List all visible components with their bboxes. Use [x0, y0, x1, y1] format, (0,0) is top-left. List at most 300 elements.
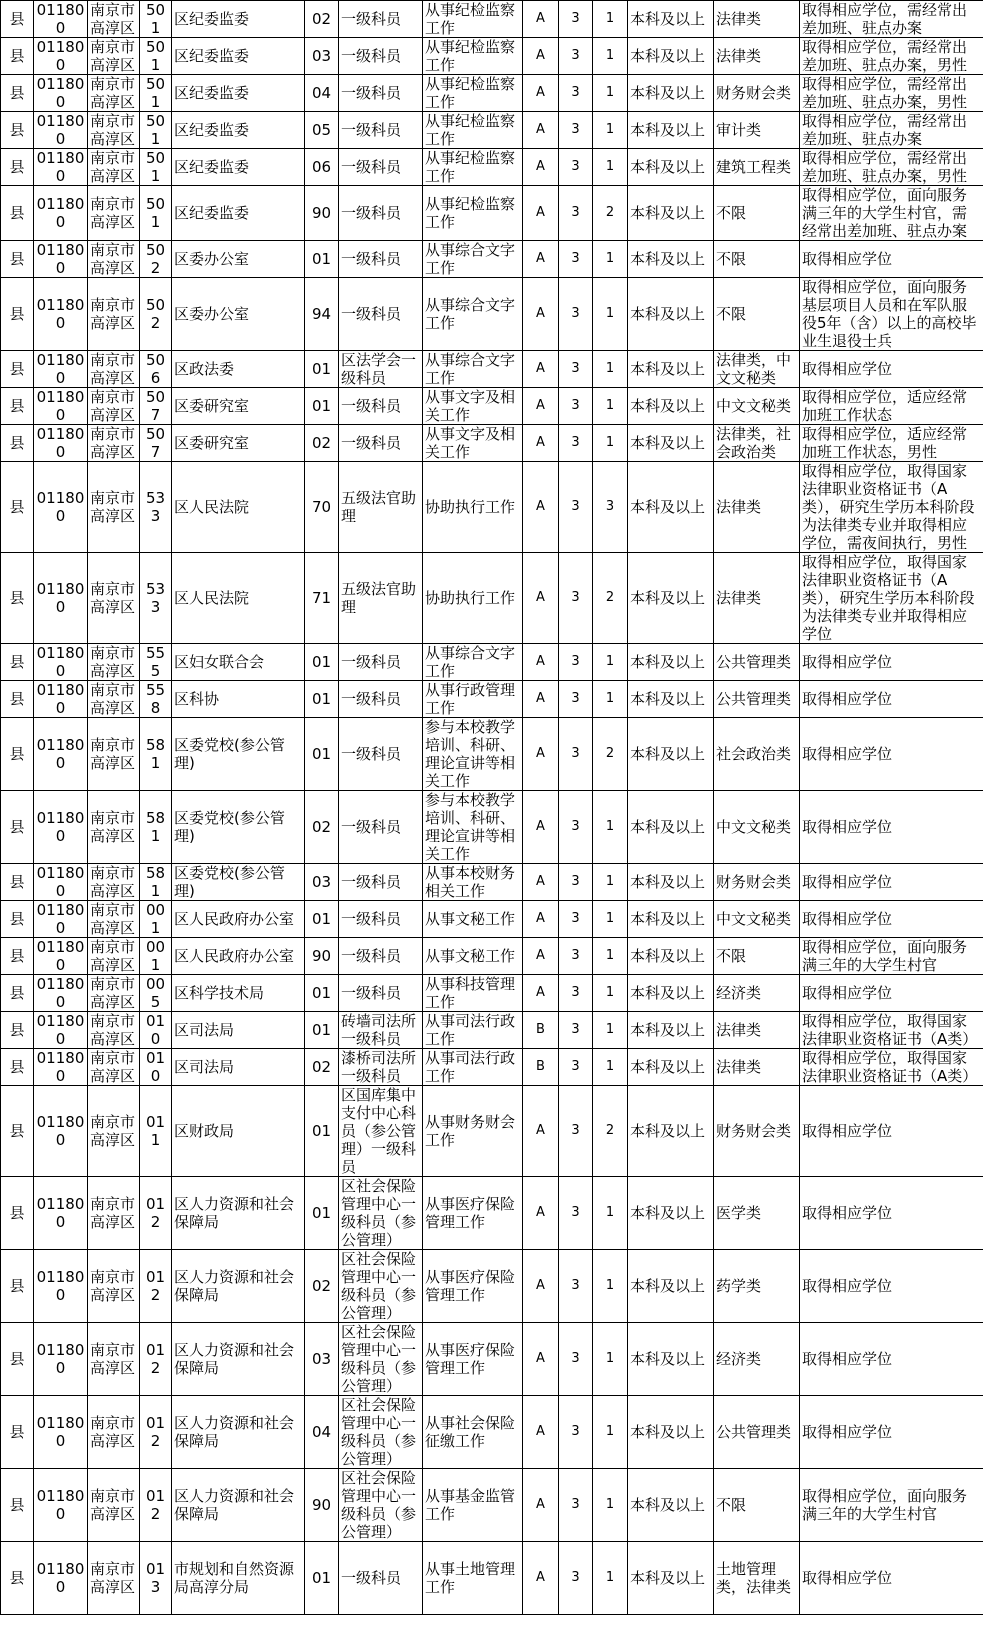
position-code-cell: 01	[305, 1086, 339, 1177]
dept-name-cell: 区委党校(参公管理)	[172, 864, 305, 901]
ratio-cell: 3	[559, 75, 593, 112]
major-cell: 不限	[714, 186, 800, 241]
unit-code-cell: 011800	[34, 1, 88, 38]
level-cell: 县	[1, 186, 34, 241]
education-cell: 本科及以上	[628, 149, 714, 186]
dept-code-cell: 581	[140, 791, 172, 864]
remarks-cell: 取得相应学位	[800, 864, 983, 901]
education-cell: 本科及以上	[628, 938, 714, 975]
exam-category-cell: A	[523, 1323, 559, 1396]
unit-code-cell: 011800	[34, 681, 88, 718]
region-cell: 南京市高淳区	[88, 681, 140, 718]
dept-code-cell: 011	[140, 1086, 172, 1177]
region-cell: 南京市高淳区	[88, 278, 140, 351]
unit-code-cell: 011800	[34, 718, 88, 791]
dept-code-cell: 501	[140, 38, 172, 75]
major-cell: 不限	[714, 241, 800, 278]
headcount-cell: 1	[593, 1469, 628, 1542]
region-cell: 南京市高淳区	[88, 38, 140, 75]
ratio-cell: 3	[559, 1542, 593, 1615]
major-cell: 经济类	[714, 975, 800, 1012]
level-cell: 县	[1, 718, 34, 791]
duty-cell: 从事纪检监察工作	[423, 1, 523, 38]
region-cell: 南京市高淳区	[88, 718, 140, 791]
dept-name-cell: 区委办公室	[172, 278, 305, 351]
exam-category-cell: A	[523, 1086, 559, 1177]
education-cell: 本科及以上	[628, 1323, 714, 1396]
level-cell: 县	[1, 1396, 34, 1469]
remarks-cell: 取得相应学位，适应经常加班工作状态，男性	[800, 425, 983, 462]
position-code-cell: 02	[305, 791, 339, 864]
table-row	[1, 791, 983, 864]
level-cell: 县	[1, 425, 34, 462]
position-code-cell: 01	[305, 975, 339, 1012]
ratio-cell: 3	[559, 278, 593, 351]
dept-name-cell: 区委党校(参公管理)	[172, 791, 305, 864]
exam-category-cell: A	[523, 1396, 559, 1469]
remarks-cell: 取得相应学位，取得国家法律职业资格证书（A类），研究生学历本科阶段为法律类专业并取得相应学位	[800, 553, 983, 644]
level-cell: 县	[1, 1177, 34, 1250]
dept-code-cell: 010	[140, 1049, 172, 1086]
position-name-cell: 一级科员	[339, 38, 423, 75]
exam-category-cell: A	[523, 553, 559, 644]
table-body	[1, 1, 983, 1615]
level-cell: 县	[1, 1542, 34, 1615]
table-row	[1, 1049, 983, 1086]
table-row	[1, 1469, 983, 1542]
duty-cell: 从事纪检监察工作	[423, 149, 523, 186]
major-cell: 公共管理类	[714, 681, 800, 718]
major-cell: 建筑工程类	[714, 149, 800, 186]
headcount-cell: 1	[593, 425, 628, 462]
dept-name-cell: 区人民政府办公室	[172, 938, 305, 975]
level-cell: 县	[1, 1250, 34, 1323]
exam-category-cell: B	[523, 1049, 559, 1086]
remarks-cell: 取得相应学位，取得国家法律职业资格证书（A类）	[800, 1049, 983, 1086]
dept-code-cell: 506	[140, 351, 172, 388]
region-cell: 南京市高淳区	[88, 791, 140, 864]
major-cell: 中文文秘类	[714, 901, 800, 938]
position-code-cell: 02	[305, 1049, 339, 1086]
remarks-cell: 取得相应学位，取得国家法律职业资格证书（A类），研究生学历本科阶段为法律类专业并取得相应学位，需夜间执行，男性	[800, 462, 983, 553]
ratio-cell: 3	[559, 938, 593, 975]
dept-name-cell: 区妇女联合会	[172, 644, 305, 681]
duty-cell: 从事医疗保险管理工作	[423, 1250, 523, 1323]
duty-cell: 从事司法行政工作	[423, 1049, 523, 1086]
unit-code-cell: 011800	[34, 38, 88, 75]
level-cell: 县	[1, 791, 34, 864]
major-cell: 审计类	[714, 112, 800, 149]
position-name-cell: 一级科员	[339, 864, 423, 901]
major-cell: 财务财会类	[714, 1086, 800, 1177]
headcount-cell: 1	[593, 975, 628, 1012]
education-cell: 本科及以上	[628, 864, 714, 901]
table-row	[1, 1086, 983, 1177]
dept-code-cell: 507	[140, 425, 172, 462]
remarks-cell: 取得相应学位，面向服务满三年的大学生村官，需经常出差加班、驻点办案	[800, 186, 983, 241]
headcount-cell: 1	[593, 681, 628, 718]
headcount-cell: 1	[593, 1250, 628, 1323]
level-cell: 县	[1, 241, 34, 278]
unit-code-cell: 011800	[34, 975, 88, 1012]
exam-category-cell: A	[523, 278, 559, 351]
duty-cell: 参与本校教学培训、科研、理论宣讲等相关工作	[423, 791, 523, 864]
dept-code-cell: 012	[140, 1177, 172, 1250]
unit-code-cell: 011800	[34, 1396, 88, 1469]
position-name-cell: 一级科员	[339, 186, 423, 241]
position-name-cell: 区社会保险管理中心一级科员（参公管理）	[339, 1250, 423, 1323]
ratio-cell: 3	[559, 718, 593, 791]
level-cell: 县	[1, 553, 34, 644]
headcount-cell: 1	[593, 1177, 628, 1250]
duty-cell: 从事纪检监察工作	[423, 112, 523, 149]
headcount-cell: 1	[593, 75, 628, 112]
table-row	[1, 388, 983, 425]
position-name-cell: 一级科员	[339, 644, 423, 681]
dept-name-cell: 区政法委	[172, 351, 305, 388]
unit-code-cell: 011800	[34, 864, 88, 901]
dept-name-cell: 区纪委监委	[172, 112, 305, 149]
headcount-cell: 1	[593, 241, 628, 278]
remarks-cell: 取得相应学位，面向服务满三年的大学生村官	[800, 1469, 983, 1542]
exam-category-cell: A	[523, 1250, 559, 1323]
remarks-cell: 取得相应学位	[800, 901, 983, 938]
exam-category-cell: A	[523, 644, 559, 681]
ratio-cell: 3	[559, 864, 593, 901]
level-cell: 县	[1, 864, 34, 901]
headcount-cell: 1	[593, 901, 628, 938]
education-cell: 本科及以上	[628, 718, 714, 791]
position-code-cell: 01	[305, 681, 339, 718]
table-row	[1, 681, 983, 718]
dept-code-cell: 012	[140, 1323, 172, 1396]
level-cell: 县	[1, 681, 34, 718]
ratio-cell: 3	[559, 462, 593, 553]
remarks-cell: 取得相应学位，需经常出差加班、驻点办案	[800, 112, 983, 149]
ratio-cell: 3	[559, 425, 593, 462]
dept-name-cell: 区纪委监委	[172, 186, 305, 241]
position-code-cell: 90	[305, 938, 339, 975]
major-cell: 法律类	[714, 38, 800, 75]
remarks-cell: 取得相应学位	[800, 351, 983, 388]
position-name-cell: 区社会保险管理中心一级科员（参公管理）	[339, 1323, 423, 1396]
remarks-cell: 取得相应学位	[800, 1542, 983, 1615]
level-cell: 县	[1, 75, 34, 112]
ratio-cell: 3	[559, 1177, 593, 1250]
position-name-cell: 一级科员	[339, 901, 423, 938]
ratio-cell: 3	[559, 901, 593, 938]
major-cell: 法律类	[714, 1, 800, 38]
level-cell: 县	[1, 644, 34, 681]
unit-code-cell: 011800	[34, 1323, 88, 1396]
region-cell: 南京市高淳区	[88, 1396, 140, 1469]
education-cell: 本科及以上	[628, 901, 714, 938]
level-cell: 县	[1, 1, 34, 38]
education-cell: 本科及以上	[628, 112, 714, 149]
education-cell: 本科及以上	[628, 38, 714, 75]
level-cell: 县	[1, 1086, 34, 1177]
region-cell: 南京市高淳区	[88, 462, 140, 553]
level-cell: 县	[1, 278, 34, 351]
dept-name-cell: 市规划和自然资源局高淳分局	[172, 1542, 305, 1615]
region-cell: 南京市高淳区	[88, 1542, 140, 1615]
position-code-cell: 04	[305, 1396, 339, 1469]
table-row	[1, 149, 983, 186]
dept-name-cell: 区司法局	[172, 1012, 305, 1049]
education-cell: 本科及以上	[628, 1, 714, 38]
unit-code-cell: 011800	[34, 901, 88, 938]
table-row	[1, 241, 983, 278]
remarks-cell: 取得相应学位，面向服务基层项目人员和在军队服役5年（含）以上的高校毕业生退役士兵	[800, 278, 983, 351]
unit-code-cell: 011800	[34, 149, 88, 186]
position-code-cell: 02	[305, 1, 339, 38]
table-row	[1, 112, 983, 149]
ratio-cell: 3	[559, 1396, 593, 1469]
dept-code-cell: 581	[140, 864, 172, 901]
major-cell: 公共管理类	[714, 644, 800, 681]
ratio-cell: 3	[559, 1323, 593, 1396]
table-row	[1, 975, 983, 1012]
remarks-cell: 取得相应学位	[800, 681, 983, 718]
major-cell: 公共管理类	[714, 1396, 800, 1469]
table-row	[1, 553, 983, 644]
region-cell: 南京市高淳区	[88, 1086, 140, 1177]
duty-cell: 从事本校财务相关工作	[423, 864, 523, 901]
unit-code-cell: 011800	[34, 1086, 88, 1177]
table-row	[1, 38, 983, 75]
major-cell: 经济类	[714, 1323, 800, 1396]
exam-category-cell: A	[523, 1177, 559, 1250]
exam-category-cell: B	[523, 1012, 559, 1049]
duty-cell: 从事纪检监察工作	[423, 75, 523, 112]
position-name-cell: 一级科员	[339, 241, 423, 278]
position-name-cell: 一级科员	[339, 75, 423, 112]
headcount-cell: 1	[593, 278, 628, 351]
major-cell: 法律类	[714, 1012, 800, 1049]
education-cell: 本科及以上	[628, 351, 714, 388]
unit-code-cell: 011800	[34, 1250, 88, 1323]
region-cell: 南京市高淳区	[88, 1250, 140, 1323]
dept-name-cell: 区委党校(参公管理)	[172, 718, 305, 791]
region-cell: 南京市高淳区	[88, 241, 140, 278]
education-cell: 本科及以上	[628, 75, 714, 112]
position-name-cell: 五级法官助理	[339, 462, 423, 553]
region-cell: 南京市高淳区	[88, 975, 140, 1012]
remarks-cell: 取得相应学位	[800, 718, 983, 791]
major-cell: 中文文秘类	[714, 388, 800, 425]
position-name-cell: 区社会保险管理中心一级科员（参公管理）	[339, 1469, 423, 1542]
table-row	[1, 1396, 983, 1469]
position-code-cell: 01	[305, 241, 339, 278]
position-code-cell: 01	[305, 718, 339, 791]
position-code-cell: 03	[305, 38, 339, 75]
dept-name-cell: 区人民法院	[172, 553, 305, 644]
dept-name-cell: 区人力资源和社会保障局	[172, 1250, 305, 1323]
exam-category-cell: A	[523, 1469, 559, 1542]
remarks-cell: 取得相应学位	[800, 1396, 983, 1469]
unit-code-cell: 011800	[34, 351, 88, 388]
dept-code-cell: 005	[140, 975, 172, 1012]
headcount-cell: 2	[593, 1086, 628, 1177]
dept-name-cell: 区人民政府办公室	[172, 901, 305, 938]
major-cell: 社会政治类	[714, 718, 800, 791]
position-code-cell: 90	[305, 186, 339, 241]
education-cell: 本科及以上	[628, 425, 714, 462]
major-cell: 法律类，中文文秘类	[714, 351, 800, 388]
position-code-cell: 01	[305, 644, 339, 681]
region-cell: 南京市高淳区	[88, 186, 140, 241]
dept-code-cell: 581	[140, 718, 172, 791]
duty-cell: 从事综合文字工作	[423, 241, 523, 278]
region-cell: 南京市高淳区	[88, 149, 140, 186]
unit-code-cell: 011800	[34, 388, 88, 425]
major-cell: 法律类	[714, 1049, 800, 1086]
level-cell: 县	[1, 938, 34, 975]
region-cell: 南京市高淳区	[88, 75, 140, 112]
ratio-cell: 3	[559, 681, 593, 718]
major-cell: 不限	[714, 1469, 800, 1542]
dept-code-cell: 501	[140, 112, 172, 149]
position-code-cell: 01	[305, 1177, 339, 1250]
unit-code-cell: 011800	[34, 186, 88, 241]
headcount-cell: 2	[593, 718, 628, 791]
dept-code-cell: 501	[140, 75, 172, 112]
level-cell: 县	[1, 1469, 34, 1542]
level-cell: 县	[1, 975, 34, 1012]
level-cell: 县	[1, 149, 34, 186]
education-cell: 本科及以上	[628, 462, 714, 553]
dept-code-cell: 555	[140, 644, 172, 681]
headcount-cell: 1	[593, 149, 628, 186]
remarks-cell: 取得相应学位，需经常出差加班、驻点办案	[800, 1, 983, 38]
education-cell: 本科及以上	[628, 1250, 714, 1323]
level-cell: 县	[1, 901, 34, 938]
unit-code-cell: 011800	[34, 1469, 88, 1542]
exam-category-cell: A	[523, 1542, 559, 1615]
region-cell: 南京市高淳区	[88, 1012, 140, 1049]
remarks-cell: 取得相应学位，适应经常加班工作状态	[800, 388, 983, 425]
education-cell: 本科及以上	[628, 1542, 714, 1615]
headcount-cell: 1	[593, 1049, 628, 1086]
education-cell: 本科及以上	[628, 1177, 714, 1250]
dept-name-cell: 区委研究室	[172, 425, 305, 462]
duty-cell: 从事文秘工作	[423, 938, 523, 975]
ratio-cell: 3	[559, 186, 593, 241]
table-row	[1, 351, 983, 388]
duty-cell: 从事医疗保险管理工作	[423, 1323, 523, 1396]
position-name-cell: 一级科员	[339, 388, 423, 425]
ratio-cell: 3	[559, 149, 593, 186]
remarks-cell: 取得相应学位	[800, 975, 983, 1012]
major-cell: 财务财会类	[714, 864, 800, 901]
table-row	[1, 425, 983, 462]
headcount-cell: 1	[593, 38, 628, 75]
region-cell: 南京市高淳区	[88, 1049, 140, 1086]
headcount-cell: 1	[593, 351, 628, 388]
dept-code-cell: 501	[140, 1, 172, 38]
ratio-cell: 3	[559, 1469, 593, 1542]
major-cell: 不限	[714, 938, 800, 975]
position-code-cell: 02	[305, 1250, 339, 1323]
exam-category-cell: A	[523, 351, 559, 388]
education-cell: 本科及以上	[628, 553, 714, 644]
table-row	[1, 644, 983, 681]
position-name-cell: 区社会保险管理中心一级科员（参公管理）	[339, 1396, 423, 1469]
position-name-cell: 一级科员	[339, 791, 423, 864]
level-cell: 县	[1, 1323, 34, 1396]
position-name-cell: 一级科员	[339, 278, 423, 351]
exam-category-cell: A	[523, 791, 559, 864]
headcount-cell: 1	[593, 1, 628, 38]
position-code-cell: 03	[305, 864, 339, 901]
region-cell: 南京市高淳区	[88, 1, 140, 38]
dept-code-cell: 012	[140, 1250, 172, 1323]
position-code-cell: 01	[305, 388, 339, 425]
position-name-cell: 一级科员	[339, 1542, 423, 1615]
dept-name-cell: 区委办公室	[172, 241, 305, 278]
position-code-cell: 94	[305, 278, 339, 351]
duty-cell: 从事财务财会工作	[423, 1086, 523, 1177]
education-cell: 本科及以上	[628, 186, 714, 241]
position-name-cell: 一级科员	[339, 1, 423, 38]
position-code-cell: 02	[305, 425, 339, 462]
level-cell: 县	[1, 1012, 34, 1049]
education-cell: 本科及以上	[628, 1049, 714, 1086]
ratio-cell: 3	[559, 1086, 593, 1177]
region-cell: 南京市高淳区	[88, 553, 140, 644]
ratio-cell: 3	[559, 1049, 593, 1086]
duty-cell: 从事土地管理工作	[423, 1542, 523, 1615]
dept-code-cell: 533	[140, 462, 172, 553]
exam-category-cell: A	[523, 425, 559, 462]
unit-code-cell: 011800	[34, 1012, 88, 1049]
duty-cell: 从事行政管理工作	[423, 681, 523, 718]
dept-name-cell: 区人力资源和社会保障局	[172, 1469, 305, 1542]
region-cell: 南京市高淳区	[88, 1177, 140, 1250]
duty-cell: 协助执行工作	[423, 462, 523, 553]
exam-category-cell: A	[523, 75, 559, 112]
unit-code-cell: 011800	[34, 425, 88, 462]
dept-code-cell: 501	[140, 186, 172, 241]
ratio-cell: 3	[559, 553, 593, 644]
dept-code-cell: 501	[140, 149, 172, 186]
unit-code-cell: 011800	[34, 278, 88, 351]
table-row	[1, 938, 983, 975]
duty-cell: 从事文秘工作	[423, 901, 523, 938]
level-cell: 县	[1, 38, 34, 75]
ratio-cell: 3	[559, 388, 593, 425]
duty-cell: 从事科技管理工作	[423, 975, 523, 1012]
position-name-cell: 区国库集中支付中心科员（参公管理）一级科员	[339, 1086, 423, 1177]
position-name-cell: 一级科员	[339, 975, 423, 1012]
remarks-cell: 取得相应学位	[800, 1250, 983, 1323]
position-code-cell: 01	[305, 1012, 339, 1049]
remarks-cell: 取得相应学位，需经常出差加班、驻点办案，男性	[800, 149, 983, 186]
education-cell: 本科及以上	[628, 1012, 714, 1049]
major-cell: 不限	[714, 278, 800, 351]
headcount-cell: 2	[593, 553, 628, 644]
exam-category-cell: A	[523, 241, 559, 278]
position-code-cell: 01	[305, 351, 339, 388]
position-name-cell: 一级科员	[339, 149, 423, 186]
position-code-cell: 05	[305, 112, 339, 149]
position-name-cell: 五级法官助理	[339, 553, 423, 644]
position-name-cell: 一级科员	[339, 718, 423, 791]
remarks-cell: 取得相应学位	[800, 1086, 983, 1177]
major-cell: 医学类	[714, 1177, 800, 1250]
table-row	[1, 1012, 983, 1049]
exam-category-cell: A	[523, 864, 559, 901]
